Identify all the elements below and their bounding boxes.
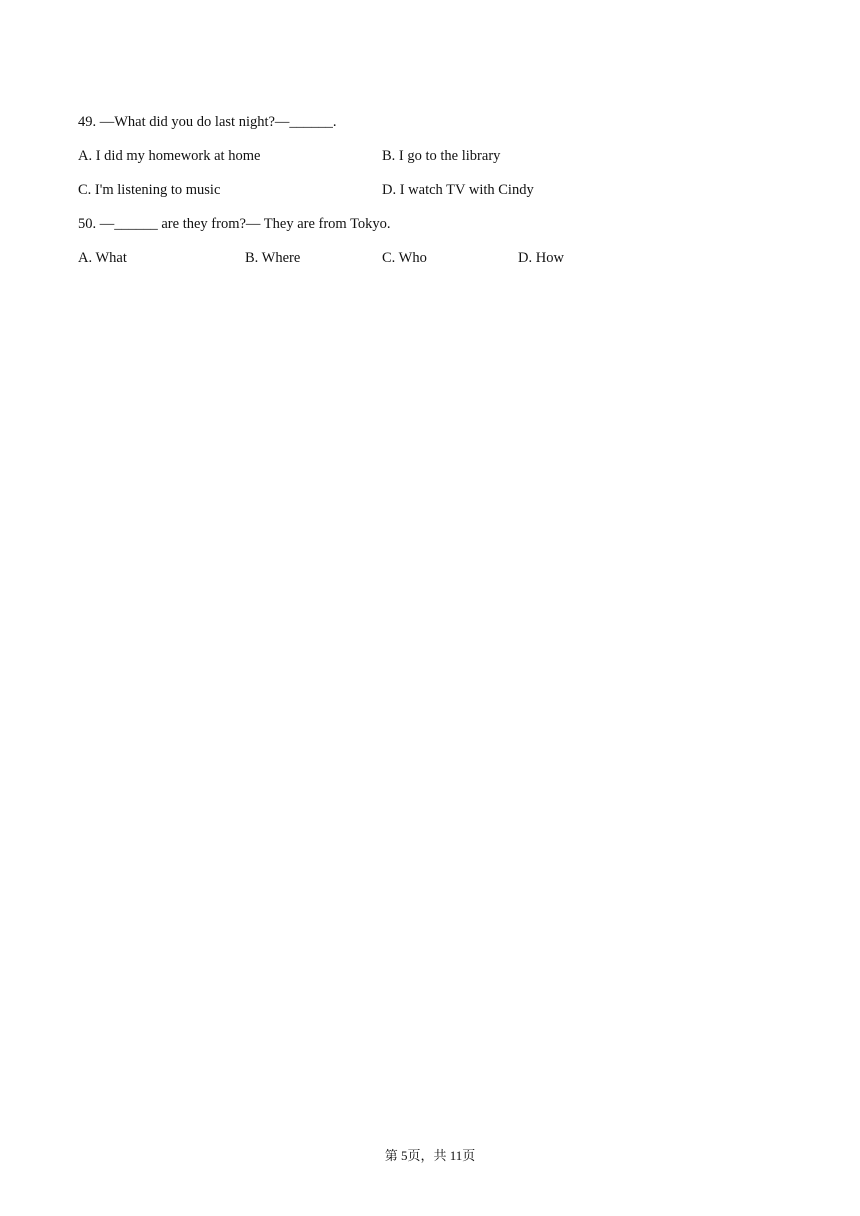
question-50-stem: 50. —______ are they from?— They are from Tokyo. — [78, 216, 391, 232]
question-50-option-c[interactable]: C. Who — [382, 250, 427, 266]
question-49-option-d[interactable]: D. I watch TV with Cindy — [382, 182, 534, 198]
question-50-option-b[interactable]: B. Where — [245, 250, 301, 266]
question-49-option-a[interactable]: A. I did my homework at home — [78, 148, 261, 164]
question-49-option-c[interactable]: C. I'm listening to music — [78, 182, 221, 198]
question-50-option-a[interactable]: A. What — [78, 250, 127, 266]
question-49-stem: 49. —What did you do last night?—______. — [78, 114, 337, 130]
page-number-footer: 第 5页，共 11页 — [384, 1148, 476, 1163]
question-50-option-d[interactable]: D. How — [518, 250, 564, 266]
question-49-option-b[interactable]: B. I go to the library — [382, 148, 501, 164]
